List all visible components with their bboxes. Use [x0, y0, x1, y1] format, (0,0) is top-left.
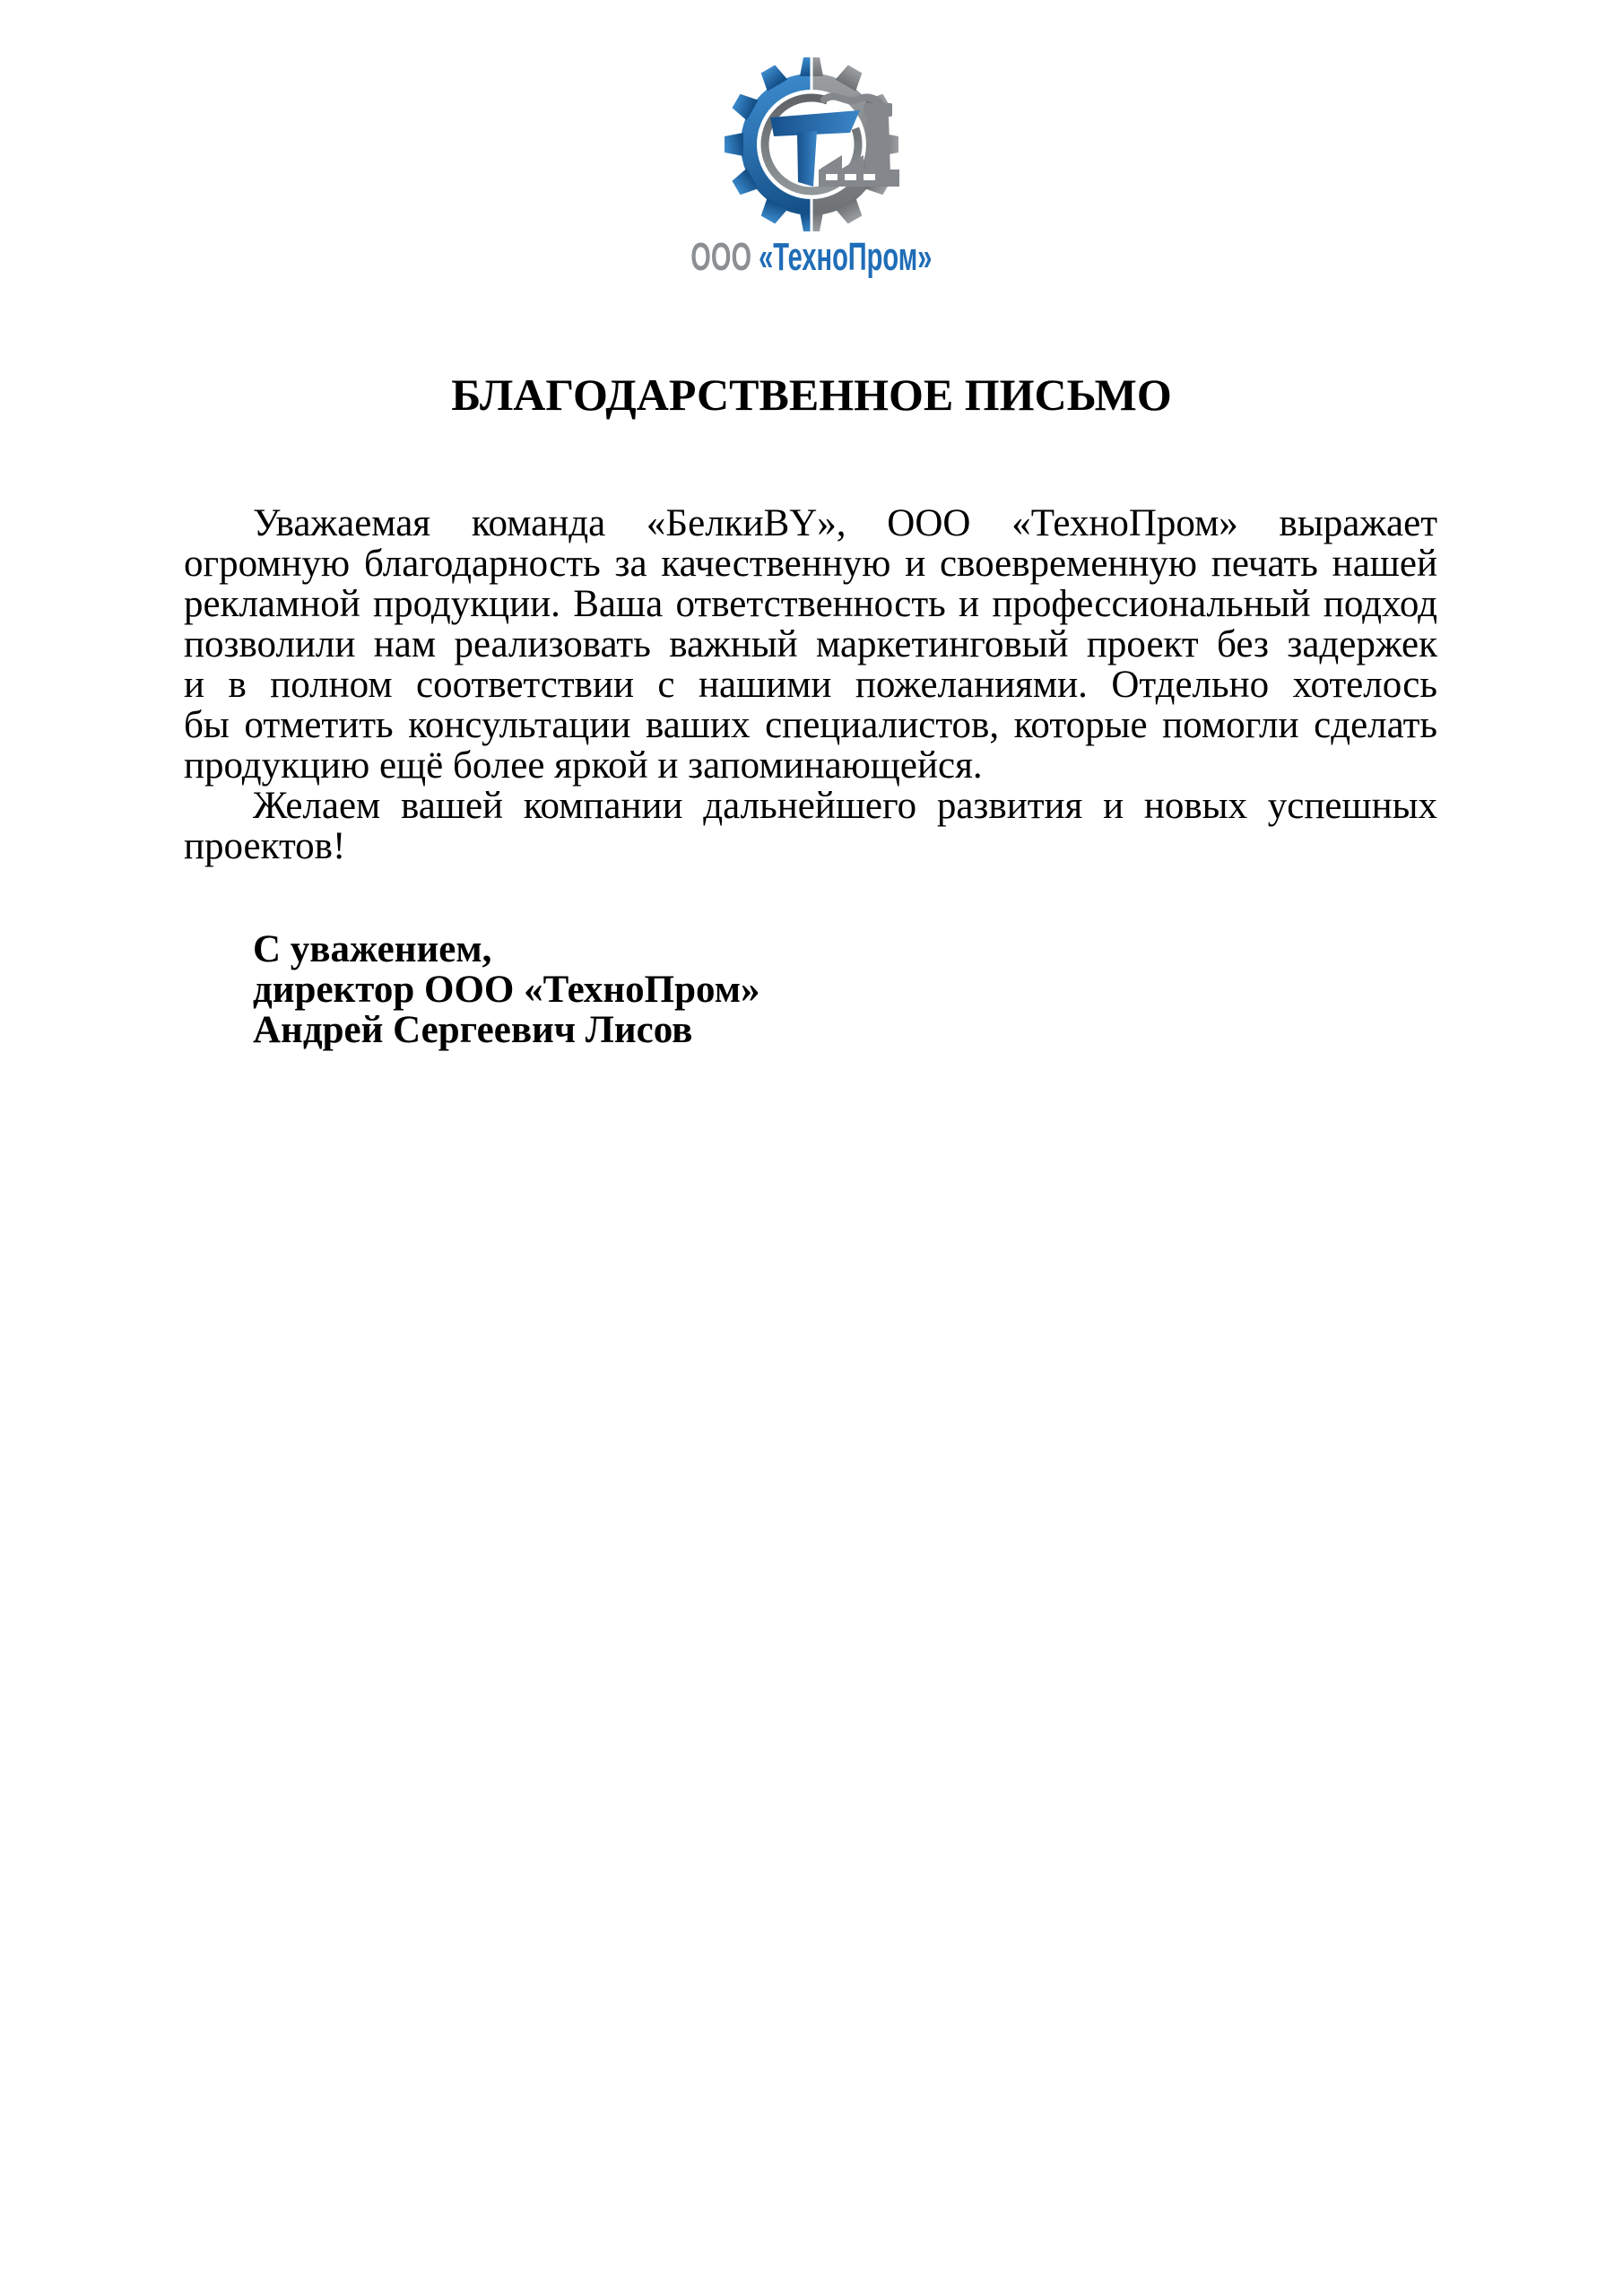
body-paragraph — [184, 503, 1437, 786]
company-logo — [0, 55, 1623, 280]
signature-block — [184, 929, 1437, 1050]
company-wordmark-short: ООО — [690, 235, 752, 279]
body-paragraph — [184, 786, 1437, 866]
signature-line: директор ООО «ТехноПром» — [253, 969, 760, 1011]
body-line: проектов! — [184, 825, 346, 867]
body-line: Желаем вашей компании дальнейшего развития и новых успешных — [253, 785, 1437, 827]
company-wordmark-name: «ТехноПром» — [759, 235, 933, 279]
company-wordmark — [690, 235, 932, 280]
body-line: позволили нам реализовать важный маркетинговый проект без задержек — [184, 623, 1437, 665]
gear-factory-logo-icon — [722, 55, 901, 234]
body-line: рекламной продукции. Ваша ответственность и профессиональный подход — [184, 583, 1437, 625]
body-line: и в полном соответствии с нашими пожеланиями. Отдельно хотелось — [184, 664, 1437, 706]
body-line: Уважаемая команда «БелкиBY», ООО «ТехноПром» выражает — [253, 502, 1437, 544]
body-line: огромную благодарность за качественную и своевременную печать нашей — [184, 543, 1437, 585]
signature-line: Андрей Сергеевич Лисов — [253, 1009, 693, 1051]
body-line: продукцию ещё более яркой и запоминающейся. — [184, 744, 983, 787]
letter-body — [184, 503, 1437, 1050]
signature-line: С уважением, — [253, 928, 492, 970]
letter-title: БЛАГОДАРСТВЕННОЕ ПИСЬМО — [451, 370, 1172, 420]
body-line: бы отметить консультации ваших специалистов, которые помогли сделать — [184, 704, 1437, 746]
